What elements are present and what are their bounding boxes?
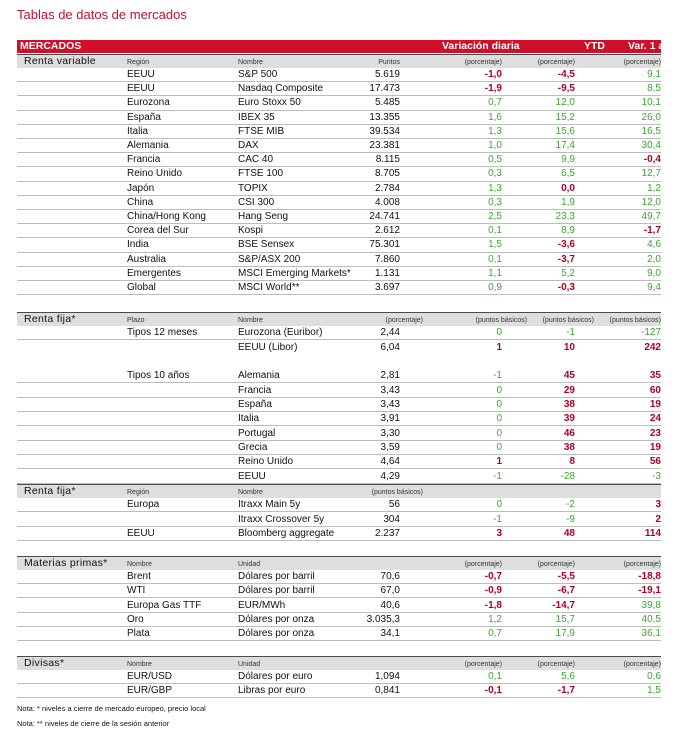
ytd-cell: 15,7: [555, 613, 575, 625]
name-cell: EEUU: [238, 470, 266, 482]
daily-change-cell: 0: [496, 327, 502, 338]
ytd-cell: -4,5: [557, 69, 575, 80]
value-cell: 8.705: [374, 168, 400, 180]
one-year-cell: 60: [649, 384, 661, 396]
ytd-cell: 8: [569, 456, 575, 468]
daily-change-cell: 0,3: [488, 168, 502, 180]
daily-change-cell: 0: [496, 442, 502, 453]
name-cell: Eurozona (Euribor): [238, 327, 323, 338]
daily-change-cell: 1,2: [488, 613, 502, 625]
section-label: Divisas*: [24, 657, 65, 669]
value-cell: 5.619: [374, 69, 400, 80]
daily-change-cell: -1: [493, 513, 502, 525]
table-row: [17, 341, 661, 355]
unit-cell: Dólares por barril: [238, 585, 315, 597]
one-year-cell: 26,0: [641, 111, 661, 123]
table-row: [17, 139, 661, 153]
daily-change-cell: -0,1: [484, 685, 502, 697]
table-row: [17, 513, 661, 527]
daily-change-cell: -1,8: [484, 599, 502, 611]
value-cell: 3,30: [380, 427, 400, 439]
daily-change-cell: 0: [496, 499, 502, 510]
name-cell: FTSE MIB: [238, 125, 285, 137]
section-header-renta_fija_1: [17, 312, 661, 326]
one-year-cell: 12,0: [641, 196, 661, 208]
table-row: [17, 267, 661, 281]
one-year-cell: -19,1: [638, 585, 661, 597]
region-cell: Global: [127, 282, 156, 293]
header-ytd: YTD: [584, 40, 605, 52]
ytd-cell: 15,2: [555, 111, 575, 123]
ytd-cell: -9,5: [557, 83, 575, 95]
ytd-cell: -3,6: [557, 239, 575, 251]
table-row: [17, 684, 661, 698]
daily-change-cell: 1: [496, 456, 502, 468]
table-row: [17, 182, 661, 196]
section-header-divisas: [17, 656, 661, 670]
header-variacion-diaria: Variación diaria: [442, 40, 520, 52]
value-cell: 2,44: [380, 327, 400, 338]
table-row: [17, 281, 661, 295]
col-header-plazo: Plazo: [127, 317, 145, 324]
name-cell: DAX: [238, 140, 259, 151]
col-header-pb: (puntos básicos): [371, 489, 423, 496]
one-year-cell: 4,6: [647, 239, 661, 251]
daily-change-cell: 0,5: [488, 154, 502, 166]
value-cell: 39.534: [369, 125, 400, 137]
region-cell: EEUU: [127, 83, 155, 95]
value-cell: 3.697: [374, 282, 400, 293]
one-year-cell: 1,5: [647, 685, 661, 697]
value-cell: 7.860: [374, 253, 400, 265]
name-cell: WTI: [127, 585, 146, 597]
value-cell: 3,43: [380, 399, 400, 410]
col-header-pct: (porcentaje): [385, 317, 423, 324]
table-row: [17, 527, 661, 541]
table-row: [17, 238, 661, 252]
table-row: [17, 153, 661, 167]
ytd-cell: 48: [563, 528, 575, 539]
table-row: [17, 384, 661, 398]
value-cell: 4.008: [374, 196, 400, 208]
term-cell: Tipos 10 años: [127, 370, 190, 381]
one-year-cell: 24: [649, 413, 661, 425]
region-cell: China: [127, 196, 154, 208]
ytd-cell: -1,7: [557, 685, 575, 697]
note-1: Nota: * niveles a cierre de mercado europeo, precio local: [17, 704, 206, 713]
table-row: [17, 167, 661, 181]
name-cell: Nasdaq Composite: [238, 83, 324, 95]
region-cell: Francia: [127, 154, 161, 166]
daily-change-cell: 1,5: [488, 239, 502, 251]
value-cell: 4,64: [380, 456, 400, 468]
ytd-cell: 23,3: [555, 211, 575, 222]
table-row: [17, 326, 661, 340]
ytd-cell: 6,5: [561, 168, 575, 180]
ytd-cell: -6,7: [557, 585, 575, 597]
region-cell: India: [127, 239, 149, 251]
ytd-cell: 10: [563, 341, 575, 353]
one-year-cell: 242: [644, 341, 661, 353]
one-year-cell: 0,6: [647, 671, 661, 682]
table-row: [17, 470, 661, 484]
daily-change-cell: 1,6: [488, 111, 502, 123]
one-year-cell: 3: [655, 499, 661, 510]
one-year-cell: -1,7: [643, 225, 661, 237]
col-header-pct-year: (porcentaje): [623, 661, 661, 668]
table-row: [17, 96, 661, 110]
value-cell: 23.381: [369, 140, 400, 151]
one-year-cell: -3: [652, 470, 661, 482]
daily-change-cell: -1: [493, 470, 502, 482]
region-cell: Reino Unido: [127, 168, 183, 180]
name-cell: Itraxx Main 5y: [238, 499, 301, 510]
col-header-pct-daily: (porcentaje): [464, 59, 502, 66]
value-cell: 3,91: [380, 413, 400, 425]
name-cell: Euro Stoxx 50: [238, 97, 301, 109]
name-cell: MSCI World**: [238, 282, 300, 293]
one-year-cell: 9,0: [647, 267, 661, 279]
table-row: [17, 441, 661, 455]
ytd-cell: -1: [566, 327, 575, 338]
ytd-cell: 0,0: [561, 182, 575, 194]
col-header-pct-year: (porcentaje): [623, 561, 661, 568]
daily-change-cell: 0: [496, 384, 502, 396]
ytd-cell: -9: [566, 513, 575, 525]
value-cell: 6,04: [380, 341, 400, 353]
name-cell: S&P/ASX 200: [238, 253, 301, 265]
table-row: [17, 613, 661, 627]
value-cell: 2,81: [380, 370, 400, 381]
name-cell: Kospi: [238, 225, 264, 237]
one-year-cell: 12,7: [641, 168, 661, 180]
region-cell: Australia: [127, 253, 166, 265]
value-cell: 4,29: [380, 470, 400, 482]
name-cell: MSCI Emerging Markets*: [238, 267, 351, 279]
col-header-pct-daily: (porcentaje): [464, 661, 502, 668]
name-cell: S&P 500: [238, 69, 278, 80]
section-label: Renta fija*: [24, 485, 76, 497]
value-cell: 3.035,3: [366, 613, 400, 625]
table-row: [17, 570, 661, 584]
page-title: Tablas de datos de mercados: [17, 7, 187, 22]
name-cell: BSE Sensex: [238, 239, 295, 251]
one-year-cell: 23: [649, 427, 661, 439]
region-cell: Emergentes: [127, 267, 181, 279]
one-year-cell: -18,8: [638, 571, 661, 582]
region-cell: Italia: [127, 125, 149, 137]
value-cell: 1,094: [374, 671, 400, 682]
col-header-pct-ytd: (porcentaje): [537, 661, 575, 668]
one-year-cell: 1,2: [647, 182, 661, 194]
value-cell: 67,0: [380, 585, 400, 597]
value-cell: 56: [388, 499, 400, 510]
daily-change-cell: 0,1: [488, 253, 502, 265]
col-header-nombre: Nombre: [238, 489, 263, 496]
name-cell: Oro: [127, 613, 144, 625]
table-row: [17, 412, 661, 426]
value-cell: 40,6: [380, 599, 400, 611]
one-year-cell: 114: [644, 528, 661, 539]
name-cell: EEUU (Libor): [238, 341, 298, 353]
daily-change-cell: -1: [493, 370, 502, 381]
table-row: [17, 111, 661, 125]
daily-change-cell: 0,9: [488, 282, 502, 293]
unit-cell: Libras por euro: [238, 685, 306, 697]
col-header-pb-year: (puntos básicos): [609, 317, 661, 324]
ytd-cell: 17,4: [555, 140, 575, 151]
one-year-cell: 35: [649, 370, 661, 381]
region-cell: China/Hong Kong: [127, 211, 206, 222]
value-cell: 3,43: [380, 384, 400, 396]
one-year-cell: 40,5: [641, 613, 661, 625]
col-header-pb-daily: (puntos básicos): [475, 317, 527, 324]
name-cell: EUR/GBP: [127, 685, 173, 697]
section-label: Renta variable: [24, 55, 96, 67]
daily-change-cell: 1: [496, 341, 502, 353]
ytd-cell: -28: [560, 470, 575, 482]
unit-cell: Dólares por barril: [238, 571, 315, 582]
ytd-cell: 1,9: [561, 196, 575, 208]
col-header-puntos: Puntos: [378, 59, 400, 66]
one-year-cell: 49,7: [641, 211, 661, 222]
daily-change-cell: 1,1: [488, 267, 502, 279]
ytd-cell: 38: [563, 442, 575, 453]
table-row: [17, 627, 661, 641]
value-cell: 24.741: [369, 211, 400, 222]
region-cell: Europa: [127, 499, 160, 510]
table-row: [17, 210, 661, 224]
ytd-cell: 9,9: [561, 154, 575, 166]
value-cell: 13.355: [369, 111, 400, 123]
ytd-cell: 5,6: [561, 671, 575, 682]
header-mercados: MERCADOS: [20, 40, 82, 52]
region-cell: Corea del Sur: [127, 225, 189, 237]
daily-change-cell: -1,9: [484, 83, 502, 95]
note-2: Nota: ** niveles de cierre de la sesión anterior: [17, 719, 170, 728]
section-label: Materias primas*: [24, 557, 108, 569]
one-year-cell: 9,1: [647, 69, 661, 80]
name-cell: Brent: [127, 571, 151, 582]
name-cell: Bloomberg aggregate: [238, 528, 335, 539]
ytd-cell: -2: [566, 499, 575, 510]
name-cell: Reino Unido: [238, 456, 294, 468]
unit-cell: EUR/MWh: [238, 599, 286, 611]
ytd-cell: 17,9: [555, 628, 575, 640]
col-header-nombre: Nombre: [238, 317, 263, 324]
name-cell: Portugal: [238, 427, 276, 439]
daily-change-cell: 0,7: [488, 97, 502, 109]
daily-change-cell: 1,3: [488, 182, 502, 194]
col-header-pct-ytd: (porcentaje): [537, 59, 575, 66]
one-year-cell: 56: [649, 456, 661, 468]
one-year-cell: -0,4: [643, 154, 661, 166]
table-row: [17, 196, 661, 210]
value-cell: 0,841: [374, 685, 400, 697]
region-cell: EEUU: [127, 69, 155, 80]
table-row: [17, 398, 661, 412]
ytd-cell: 12,0: [555, 97, 575, 109]
daily-change-cell: 2,5: [488, 211, 502, 222]
daily-change-cell: 0,1: [488, 225, 502, 237]
table-row: [17, 427, 661, 441]
col-header-pct-year: (porcentaje): [623, 59, 661, 66]
header-var-anio: Var. 1 año: [628, 40, 677, 52]
value-cell: 75.301: [369, 239, 400, 251]
one-year-cell: 30,4: [641, 140, 661, 151]
unit-cell: Dólares por euro: [238, 671, 313, 682]
name-cell: Itraxx Crossover 5y: [238, 513, 325, 525]
unit-cell: Dólares por onza: [238, 628, 315, 640]
daily-change-cell: 0,7: [488, 628, 502, 640]
ytd-cell: 8,9: [561, 225, 575, 237]
name-cell: Grecia: [238, 442, 268, 453]
table-row: [17, 253, 661, 267]
term-cell: Tipos 12 meses: [127, 327, 198, 338]
daily-change-cell: 0,3: [488, 196, 502, 208]
region-cell: Japón: [127, 182, 155, 194]
name-cell: TOPIX: [238, 182, 268, 194]
value-cell: 2.612: [374, 225, 400, 237]
table-row: [17, 584, 661, 598]
name-cell: FTSE 100: [238, 168, 284, 180]
region-cell: Eurozona: [127, 97, 170, 109]
col-header-pct-ytd: (porcentaje): [537, 561, 575, 568]
value-cell: 3,59: [380, 442, 400, 453]
name-cell: Hang Seng: [238, 211, 289, 222]
value-cell: 17.473: [369, 83, 400, 95]
name-cell: Italia: [238, 413, 260, 425]
table-row: [17, 125, 661, 139]
col-header-pb-ytd: (puntos básicos): [542, 317, 594, 324]
daily-change-cell: 1,0: [488, 140, 502, 151]
value-cell: 70,6: [380, 571, 400, 582]
section-header-renta_fija_2: [17, 484, 661, 498]
one-year-cell: 36,1: [641, 628, 661, 640]
col-header-unidad: Unidad: [238, 561, 261, 568]
table-row: [17, 68, 661, 82]
daily-change-cell: 3: [496, 528, 502, 539]
one-year-cell: 8,5: [647, 83, 661, 95]
col-header-nombre: Nombre: [238, 59, 263, 66]
one-year-cell: 9,4: [647, 282, 661, 293]
table-row: [17, 455, 661, 469]
value-cell: 2.237: [374, 528, 400, 539]
name-cell: Plata: [127, 628, 150, 640]
value-cell: 34,1: [380, 628, 400, 640]
col-header-nombre: Nombre: [127, 561, 152, 568]
one-year-cell: 2,0: [647, 253, 661, 265]
ytd-cell: -3,7: [557, 253, 575, 265]
region-cell: Alemania: [127, 140, 169, 151]
one-year-cell: 16,5: [641, 125, 661, 137]
name-cell: Europa Gas TTF: [127, 599, 202, 611]
ytd-cell: -14,7: [552, 599, 575, 611]
daily-change-cell: -0,9: [484, 585, 502, 597]
ytd-cell: 45: [563, 370, 575, 381]
value-cell: 8.115: [375, 154, 400, 166]
col-header-nombre: Nombre: [127, 661, 152, 668]
ytd-cell: 29: [563, 384, 575, 396]
daily-change-cell: 0: [496, 399, 502, 410]
daily-change-cell: 0: [496, 413, 502, 425]
markets-header-band: [17, 40, 677, 53]
name-cell: Francia: [238, 384, 272, 396]
name-cell: Alemania: [238, 370, 280, 381]
one-year-cell: 2: [655, 513, 661, 525]
table-row: [17, 599, 661, 613]
col-header-pct-daily: (porcentaje): [464, 561, 502, 568]
ytd-cell: 39: [563, 413, 575, 425]
ytd-cell: -5,5: [557, 571, 575, 582]
daily-change-cell: 1,3: [488, 125, 502, 137]
region-cell: EEUU: [127, 528, 155, 539]
name-cell: CAC 40: [238, 154, 274, 166]
col-header-unidad: Unidad: [238, 661, 261, 668]
name-cell: EUR/USD: [127, 671, 173, 682]
daily-change-cell: 0,1: [488, 671, 502, 682]
one-year-cell: -127: [640, 327, 661, 338]
ytd-cell: -0,3: [557, 282, 575, 293]
table-row: [17, 82, 661, 96]
one-year-cell: 10,1: [641, 97, 661, 109]
section-header-renta_variable: [17, 54, 661, 68]
value-cell: 2.784: [374, 182, 400, 194]
table-row: [17, 498, 661, 512]
section-label: Renta fija*: [24, 313, 76, 325]
col-header-region: Región: [127, 59, 150, 66]
name-cell: CSI 300: [238, 196, 275, 208]
ytd-cell: 15,6: [555, 125, 575, 137]
one-year-cell: 19: [649, 399, 661, 410]
table-row: [17, 369, 661, 383]
ytd-cell: 5,2: [561, 267, 575, 279]
name-cell: España: [238, 399, 272, 410]
one-year-cell: 39,8: [641, 599, 661, 611]
daily-change-cell: -1,0: [484, 69, 502, 80]
region-cell: España: [127, 111, 161, 123]
table-row: [17, 224, 661, 238]
section-header-materias_primas: [17, 556, 661, 570]
daily-change-cell: -0,7: [484, 571, 502, 582]
name-cell: IBEX 35: [238, 111, 275, 123]
daily-change-cell: 0: [496, 427, 502, 439]
ytd-cell: 38: [563, 399, 575, 410]
value-cell: 5.485: [374, 97, 400, 109]
ytd-cell: 46: [563, 427, 575, 439]
value-cell: 304: [383, 513, 400, 525]
value-cell: 1.131: [374, 267, 400, 279]
col-header-region: Región: [127, 489, 150, 496]
table-row: [17, 670, 661, 684]
one-year-cell: 19: [649, 442, 661, 453]
unit-cell: Dólares por onza: [238, 613, 315, 625]
